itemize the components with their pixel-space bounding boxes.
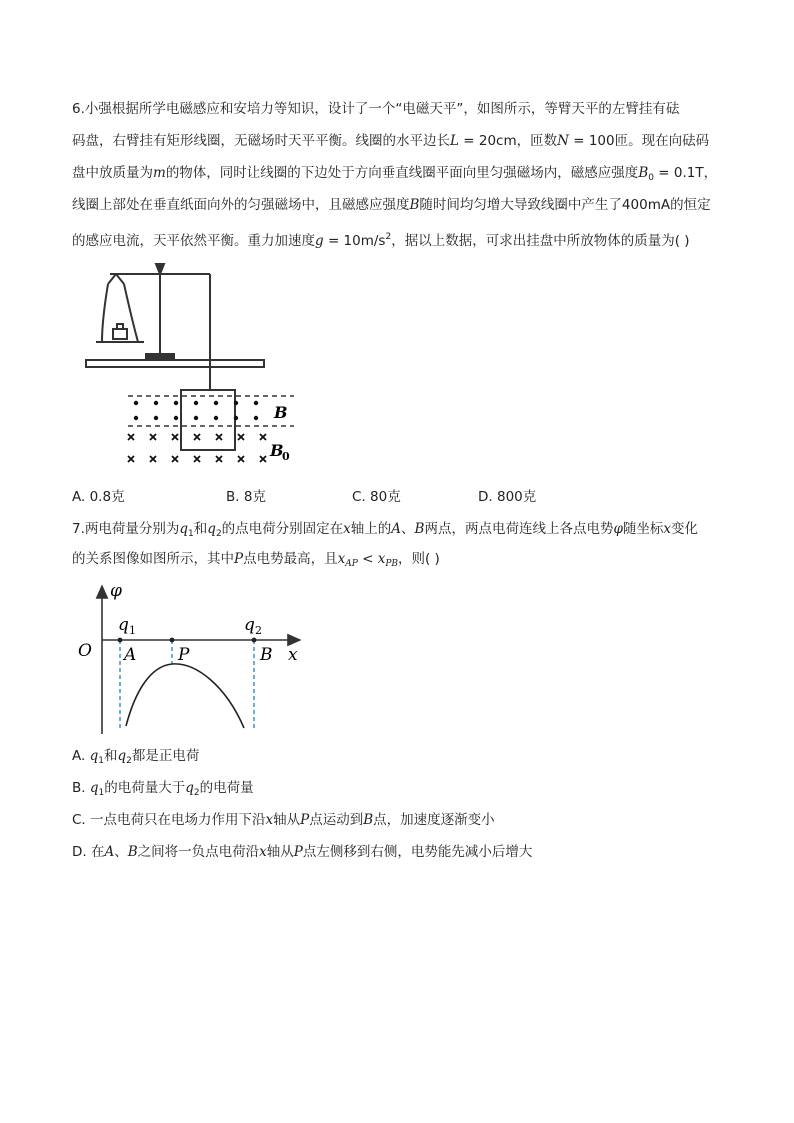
q7-line-1: 7.两电荷量分别为$q_1$和$q_2$的点电荷分别固定在x轴上的A、B两点，两点电荷连线上各点电势φ随坐标x变化 bbox=[72, 521, 699, 539]
q7-line-2: 的关系图像如图所示，其中P点电势最高，且$x_{AP} < x_{PB}$，则( ) bbox=[72, 551, 440, 569]
svg-text:2: 2 bbox=[255, 624, 262, 637]
q7-option-b: B. $q_1$的电荷量大于$q_2$的电荷量 bbox=[72, 780, 254, 798]
svg-text:1: 1 bbox=[129, 624, 136, 637]
potential-graph bbox=[74, 578, 314, 738]
q6-line-1: 6.小强根据所学电磁感应和安培力等知识，设计了一个“电磁天平”，如图所示，等臂天平的左臂挂有砝 bbox=[72, 101, 680, 117]
q6-choice-d: D. 800克 bbox=[478, 489, 537, 505]
graph-q1-label: q bbox=[118, 615, 129, 635]
q7-option-d: D. 在A、B之间将一负点电荷沿x轴从P点左侧移到右侧，电势能先减小后增大 bbox=[72, 844, 533, 860]
graph-P-label: P bbox=[178, 645, 190, 665]
fig-label-B: B bbox=[274, 403, 288, 422]
q7-number: 7. bbox=[72, 521, 85, 537]
q6-line-5: 的感应电流，天平依然平衡。重力加速度$g = 10m/s^2$，据以上数据，可求出挂盘中所放物体的质量为( ) bbox=[72, 232, 690, 249]
graph-x-label: x bbox=[288, 645, 298, 665]
q6-line-4: 线圈上部处在垂直纸面向外的匀强磁场中，且磁感应强度B随时间均匀增大导致线圈中产生了400mA的恒定 bbox=[72, 197, 711, 213]
graph-phi-label: φ bbox=[110, 581, 122, 601]
q6-line-3: 盘中放质量为m的物体，同时让线圈的下边处于方向垂直线圈平面向里匀强磁场内，磁感应强度$B_0 = 0.1T$， bbox=[72, 165, 718, 183]
q7-option-c: C. 一点电荷只在电场力作用下沿x轴从P点运动到B点，加速度逐渐变小 bbox=[72, 812, 495, 828]
fig-label-B0-sub: 0 bbox=[282, 450, 290, 463]
q7-option-a: A. $q_1$和$q_2$都是正电荷 bbox=[72, 748, 200, 766]
q6-choice-c: C. 80克 bbox=[352, 489, 401, 505]
q6-number: 6. bbox=[72, 101, 85, 117]
q6-line-2: 码盘，右臂挂有矩形线圈，无磁场时天平平衡。线圈的水平边长L = 20cm，匝数N = 100匝。现在向砝码 bbox=[72, 133, 710, 149]
q6-choice-a: A. 0.8克 bbox=[72, 489, 125, 505]
q6-choice-b: B. 8克 bbox=[226, 489, 266, 505]
graph-q2-label: q bbox=[244, 615, 255, 635]
graph-origin-label: O bbox=[78, 641, 92, 661]
fig-label-B0: B bbox=[270, 441, 284, 460]
graph-B-label: B bbox=[260, 645, 273, 665]
balance-figure bbox=[80, 260, 310, 472]
graph-A-label: A bbox=[124, 645, 137, 665]
